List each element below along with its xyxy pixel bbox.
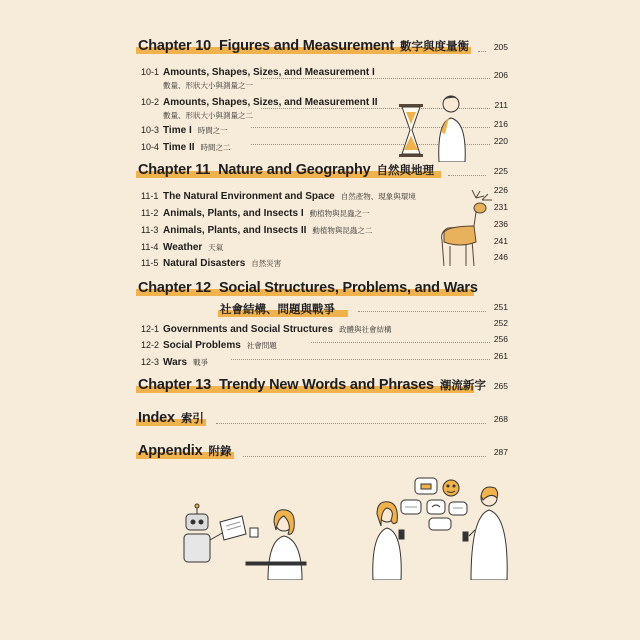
index-heading[interactable] xyxy=(138,410,508,426)
toc-entry-10-1[interactable] xyxy=(141,60,508,91)
section-number: 10-3 xyxy=(141,125,160,135)
chapter-title-zh: 數字與度量衡 xyxy=(400,39,470,53)
section-title-zh: 自然產物、現象與環境 xyxy=(340,192,416,201)
page-number: 252 xyxy=(493,318,508,328)
chapter-number: Chapter 11 xyxy=(138,162,211,178)
chapter-number: Chapter 12 xyxy=(138,280,211,296)
section-title: Animals, Plants, and Insects II xyxy=(163,225,307,236)
chapter-number: Chapter 10 xyxy=(138,38,211,54)
chapter-title-zh: 自然與地理 xyxy=(376,163,434,177)
index-title-zh: 索引 xyxy=(180,411,204,425)
page-number: 256 xyxy=(493,334,508,344)
appendix-title: Appendix xyxy=(138,443,203,459)
section-title: Animals, Plants, and Insects I xyxy=(163,208,304,219)
section-title: Time II xyxy=(163,142,195,153)
speech-bubbles-icon xyxy=(401,478,467,530)
page-number: 225 xyxy=(493,166,508,176)
section-title: Social Problems xyxy=(163,340,241,351)
appendix-title-zh: 附錄 xyxy=(208,444,232,458)
page-number: 205 xyxy=(493,42,508,52)
toc-entry-12-3[interactable] xyxy=(141,350,508,369)
section-number: 11-4 xyxy=(141,242,159,252)
page-number: 287 xyxy=(493,447,508,457)
section-title-zh: 社會問題 xyxy=(246,341,277,350)
robot-woman-illustration xyxy=(180,500,315,580)
chapter-11-heading[interactable] xyxy=(138,162,508,178)
person-icon xyxy=(439,96,465,162)
man-with-phone-icon xyxy=(463,487,507,580)
page-number: 268 xyxy=(493,414,508,424)
paper-icon xyxy=(220,516,246,540)
section-title: Natural Disasters xyxy=(163,258,246,269)
chapter-number: Chapter 13 xyxy=(138,377,211,393)
section-number: 11-3 xyxy=(141,225,159,235)
page-number: 265 xyxy=(493,381,508,391)
chapter-title-zh: 社會結構、問題與戰爭 xyxy=(220,302,335,316)
section-number: 12-1 xyxy=(141,324,160,334)
section-title-zh: 天氣 xyxy=(208,243,224,252)
deer-icon xyxy=(442,190,492,266)
chapter-13-heading[interactable] xyxy=(138,377,508,393)
woman-icon xyxy=(246,510,306,580)
section-title: Time I xyxy=(163,125,192,136)
page-number: 226 xyxy=(493,185,508,195)
chapter-title-zh: 潮流新字 xyxy=(439,378,486,392)
section-title-zh: 時間之一 xyxy=(197,126,228,135)
page-number: 231 xyxy=(493,202,508,212)
page-number: 246 xyxy=(493,252,508,262)
chapter-title: Nature and Geography xyxy=(218,162,371,178)
section-title: Amounts, Shapes, Sizes, and Measurement II xyxy=(163,97,378,108)
woman-with-phone-icon xyxy=(373,502,404,580)
page-number: 216 xyxy=(493,119,508,129)
section-number: 10-1 xyxy=(141,67,160,77)
chapter-title: Figures and Measurement xyxy=(218,38,395,54)
deer-illustration xyxy=(436,190,496,266)
page-number: 236 xyxy=(493,219,508,229)
page-number: 251 xyxy=(493,302,508,312)
chapter-title: Trendy New Words and Phrases xyxy=(218,377,434,393)
section-title: Amounts, Shapes, Sizes, and Measurement I xyxy=(163,67,375,78)
section-title-zh: 時間之二 xyxy=(200,143,231,152)
page-number: 220 xyxy=(493,136,508,146)
chapter-12-heading[interactable] xyxy=(138,280,508,317)
section-title-zh: 自然災害 xyxy=(251,259,282,268)
robot-icon xyxy=(184,504,224,562)
mug-icon xyxy=(250,528,258,537)
section-title: Wars xyxy=(163,357,188,368)
section-title-zh: 戰爭 xyxy=(193,358,209,367)
section-number: 12-3 xyxy=(141,357,160,367)
section-title-zh: 動植物與昆蟲之二 xyxy=(312,226,373,235)
appendix-heading[interactable] xyxy=(138,443,508,459)
page-number: 211 xyxy=(494,100,508,110)
hourglass-person-illustration xyxy=(393,92,495,162)
section-title: The Natural Environment and Space xyxy=(163,191,335,202)
section-number: 10-2 xyxy=(141,97,160,107)
section-title-zh: 政體與社會結構 xyxy=(339,325,392,334)
section-number: 10-4 xyxy=(141,142,160,152)
section-number: 12-2 xyxy=(141,340,160,350)
section-title-zh: 動植物與昆蟲之一 xyxy=(309,209,370,218)
page-number: 261 xyxy=(493,351,508,361)
section-subtitle-zh: 數量、形狀大小與測量之一 xyxy=(163,81,253,90)
section-title: Weather xyxy=(163,242,203,253)
section-number: 11-5 xyxy=(141,258,159,268)
chapter-title: Social Structures, Problems, and Wars xyxy=(218,280,478,296)
section-number: 11-2 xyxy=(141,208,159,218)
index-title: Index xyxy=(138,410,175,426)
section-title: Governments and Social Structures xyxy=(163,324,334,335)
section-subtitle-zh: 數量、形狀大小與測量之二 xyxy=(163,111,253,120)
chat-illustration xyxy=(365,470,515,580)
page-number: 206 xyxy=(493,70,508,80)
chapter-10-heading[interactable] xyxy=(138,38,508,54)
page-number: 241 xyxy=(493,236,508,246)
hourglass-icon xyxy=(399,104,423,157)
section-number: 11-1 xyxy=(141,191,159,201)
